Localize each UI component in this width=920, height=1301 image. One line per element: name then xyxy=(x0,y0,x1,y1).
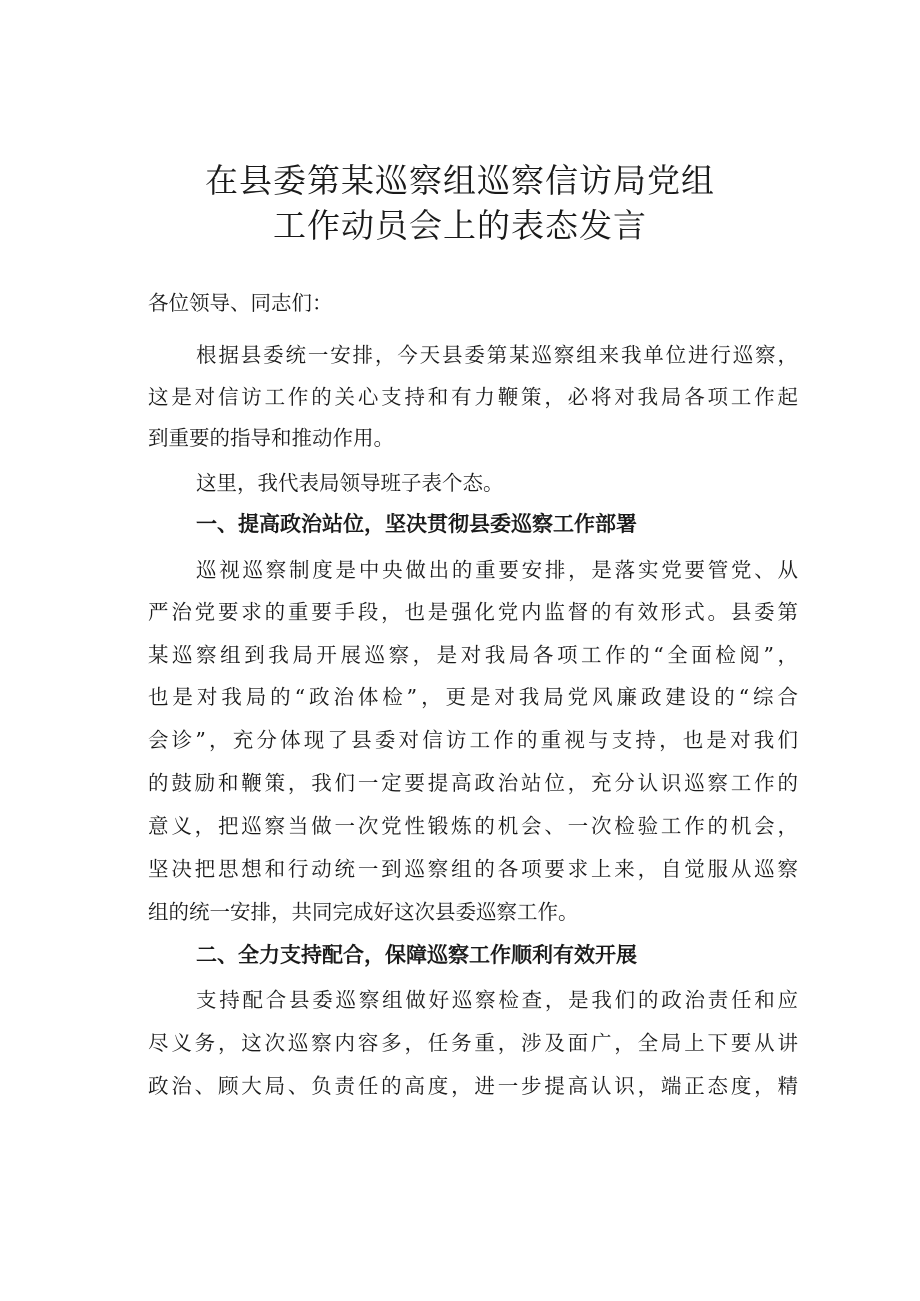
section-heading-1: 一、提高政治站位，坚决贯彻县委巡察工作部署 xyxy=(196,512,637,536)
salutation: 各位领导、同志们： xyxy=(148,291,333,315)
document-title-line-2: 工作动员会上的表态发言 xyxy=(273,206,647,245)
paragraph-1-line-3: 到重要的指导和推动作用。 xyxy=(148,426,394,450)
paragraph-1-line-2: 这是对信访工作的关心支持和有力鞭策，必将对我局各项工作起 xyxy=(148,385,798,409)
paragraph-4-line-2: 尽义务，这次巡察内容多，任务重，涉及面广，全局上下要从讲 xyxy=(148,1031,798,1055)
paragraph-3-line-8: 坚决把思想和行动统一到巡察组的各项要求上来，自觉服从巡察 xyxy=(148,857,798,881)
paragraph-3-line-3: 某巡察组到我局开展巡察，是对我局各项工作的“全面检阅”， xyxy=(148,643,798,667)
paragraph-3-line-7: 意义，把巡察当做一次党性锻炼的机会、一次检验工作的机会， xyxy=(148,814,798,838)
paragraph-3-line-4: 也是对我局的“政治体检”，更是对我局党风廉政建设的“综合 xyxy=(148,685,798,709)
document-title-line-1: 在县委第某巡察组巡察信访局党组 xyxy=(205,161,715,200)
paragraph-1-line-1: 根据县委统一安排，今天县委第某巡察组来我单位进行巡察， xyxy=(196,343,798,367)
paragraph-2: 这里，我代表局领导班子表个态。 xyxy=(196,471,504,495)
paragraph-3-line-1: 巡视巡察制度是中央做出的重要安排，是落实党要管党、从 xyxy=(196,558,798,582)
paragraph-3-line-5: 会诊”，充分体现了县委对信访工作的重视与支持，也是对我们 xyxy=(148,728,798,752)
paragraph-3-line-2: 严治党要求的重要手段，也是强化党内监督的有效形式。县委第 xyxy=(148,600,798,624)
paragraph-4-line-3: 政治、顾大局、负责任的高度，进一步提高认识，端正态度，精 xyxy=(148,1074,798,1098)
paragraph-3-line-6: 的鼓励和鞭策，我们一定要提高政治站位，充分认识巡察工作的 xyxy=(148,771,798,795)
paragraph-4-line-1: 支持配合县委巡察组做好巡察检查，是我们的政治责任和应 xyxy=(196,988,798,1012)
section-heading-2: 二、全力支持配合，保障巡察工作顺利有效开展 xyxy=(196,943,637,967)
paragraph-3-line-9: 组的统一安排，共同完成好这次县委巡察工作。 xyxy=(148,900,579,924)
